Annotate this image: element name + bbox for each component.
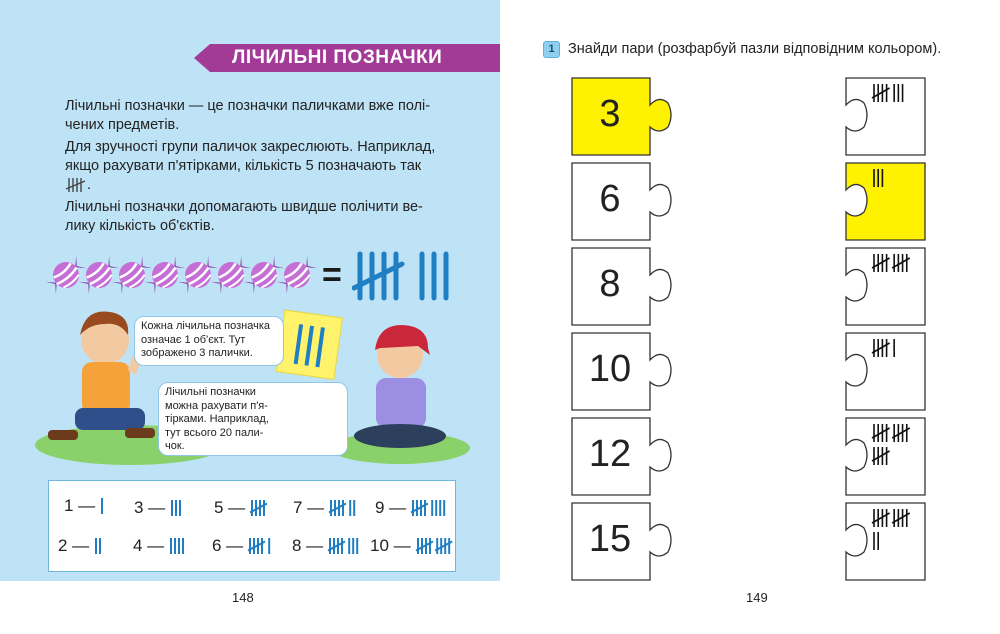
- tally-puzzle-marks: [871, 253, 923, 276]
- speech-bubble-2-text: Лічильні позначки можна рахувати п'я-тірками. Наприклад, тут всього 20 пали-чок.: [165, 386, 269, 452]
- intro-paragraph-3: Лічильні позначки допомагають швидше полічити ве- лику кількість об'єктів.: [65, 199, 423, 234]
- tally-table-cell: [64, 496, 107, 516]
- number-puzzle-value: 3: [599, 93, 621, 135]
- page-number-right: 149: [746, 590, 768, 605]
- page-number-left: 148: [232, 590, 254, 605]
- tally-table-number: 4 —: [133, 536, 165, 555]
- tally-table-cell: [370, 536, 463, 556]
- intro-paragraph-2: Для зручності групи паличок закреслюють. Наприклад, якщо рахувати п'ятірками, кількість 5 позначають так .: [65, 139, 436, 193]
- equals-sign: =: [322, 256, 342, 294]
- tally-table-number: 3 —: [134, 498, 166, 517]
- number-puzzle-value: 12: [588, 433, 632, 475]
- intro-paragraph-2-text: Для зручності групи паличок закреслюють. Наприклад, якщо рахувати п'ятірками, кількість 5 позначають так: [65, 139, 436, 174]
- page-title: ЛІЧИЛЬНІ ПОЗНАЧКИ: [232, 47, 443, 68]
- tally-table-cell: [214, 498, 276, 518]
- intro-paragraph-1: Лічильні позначки — це позначки паличками вже полі- чених предметів.: [65, 98, 431, 133]
- tally-table-marks: [99, 497, 107, 515]
- number-puzzle-value: 10: [588, 348, 632, 390]
- candy-row-illustration: [44, 248, 324, 302]
- tally-puzzle-row: [871, 531, 883, 551]
- tally-table-marks: [328, 499, 362, 517]
- big-tally-marks: [352, 250, 462, 302]
- number-puzzle-value: 8: [599, 263, 621, 305]
- task-instruction: Знайди пари (розфарбуй пазли відповідним кольором).: [568, 41, 942, 57]
- tally-table-number: 1 —: [64, 496, 96, 515]
- number-puzzle-value: 15: [588, 518, 632, 560]
- tally-puzzle-row: [871, 423, 922, 443]
- tally-five-icon: [65, 177, 87, 193]
- tally-table-cell: [293, 498, 363, 518]
- tally-puzzle-marks: [871, 338, 923, 361]
- tally-table-marks: [249, 499, 275, 517]
- speech-bubble-1: Кожна лічильна позначка означає 1 об'єкт. Тут зображено 3 палички.: [134, 316, 284, 366]
- speech-bubble-2: [158, 382, 348, 456]
- tally-table-cell: [375, 498, 453, 518]
- tally-puzzle-marks: [871, 423, 923, 469]
- tally-puzzle-marks: [871, 508, 923, 554]
- tally-puzzle-marks: [871, 83, 923, 106]
- tally-table-marks: [168, 537, 188, 555]
- tally-reference-table: [48, 480, 456, 572]
- tally-table-number: 8 —: [292, 536, 324, 555]
- tally-puzzle-marks: [871, 168, 923, 191]
- tally-table-number: 6 —: [212, 536, 244, 555]
- tally-table-number: 5 —: [214, 498, 246, 517]
- tally-table-number: 9 —: [375, 498, 407, 517]
- tally-table-marks: [327, 537, 365, 555]
- intro-text: [65, 97, 445, 239]
- tally-table-marks: [415, 537, 464, 555]
- tally-puzzle-row: [871, 83, 911, 103]
- tally-table-number: 10 —: [370, 536, 411, 555]
- tally-puzzle-row: [871, 253, 922, 273]
- tally-table-marks: [93, 537, 105, 555]
- tally-puzzle-row: [871, 508, 922, 528]
- number-puzzle-value: 6: [599, 178, 621, 220]
- tally-puzzle-row: [871, 446, 899, 466]
- tally-table-marks: [410, 499, 452, 517]
- task-number-badge: 1: [543, 41, 560, 58]
- tally-puzzle-row: [871, 168, 888, 188]
- tally-puzzle-row: [871, 338, 903, 358]
- tally-table-marks: [169, 499, 185, 517]
- tally-table-number: 2 —: [58, 536, 90, 555]
- tally-table-cell: [134, 498, 185, 518]
- tally-table-cell: [212, 536, 278, 556]
- tally-table-cell: [58, 536, 105, 556]
- tally-table-cell: [133, 536, 188, 556]
- tally-table-cell: [292, 536, 366, 556]
- tally-table-number: 7 —: [293, 498, 325, 517]
- tally-table-marks: [247, 537, 277, 555]
